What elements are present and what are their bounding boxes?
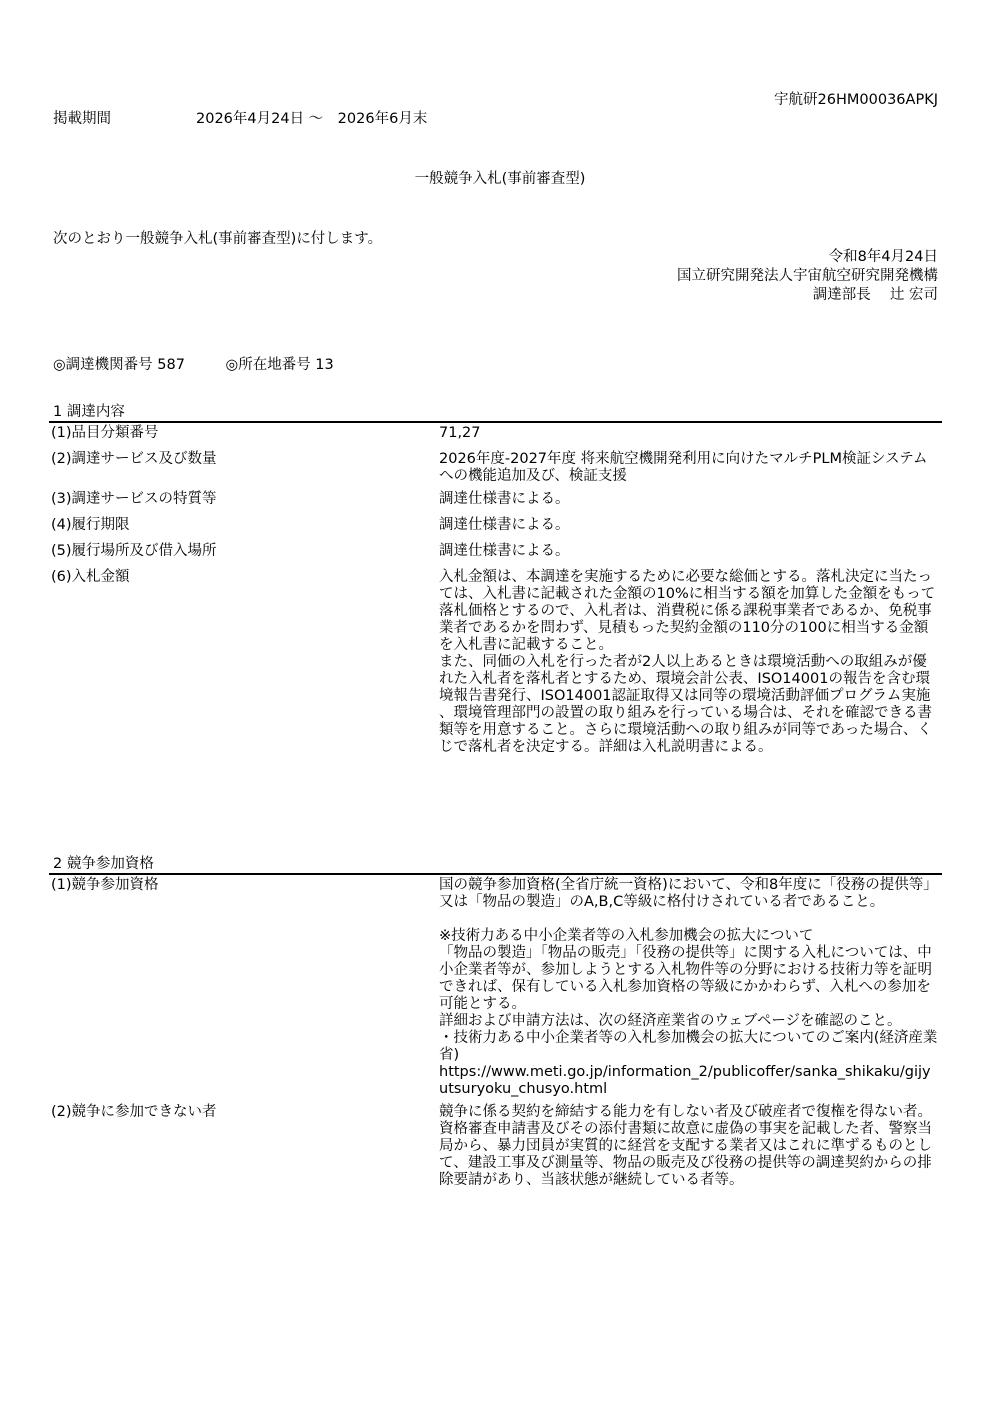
row-value-paragraph: また、同価の入札を行った者が2人以上あるときは環境活動への取組みが優れた入札者を落札者とするため、環境会計公表、ISO14001の報告を含む環境報告書発行、ISO14001認証取得又は同等の環境活動評価プログラム実施、環境管理部門の設置の取り組みを行っている場合は、それを確認できる書類等を用意すること。さらに環境活動への取り組みが同等であった場合、くじで落札者を決定する。詳細は入札説明書による。 xyxy=(439,654,932,755)
agency-code: ◎調達機関番号 587 xyxy=(53,357,185,373)
row-value xyxy=(439,543,939,560)
section-2-rule xyxy=(49,873,942,875)
row-value xyxy=(439,1104,939,1189)
section-1-rule xyxy=(49,421,942,423)
row-value-paragraph: 入札金額は、本調達を実施するために必要な総価とする。落札決定に当たっては、入札書に記載された金額の10%に相当する額を加算した金額をもって落札価格とするので、入札者は、消費税に係る課税事業者であるか、免税事業者であるかを問わず、見積もった契約金額の110分の100に相当する金額を入札書に記載すること。 xyxy=(439,569,936,653)
location-code: ◎所在地番号 13 xyxy=(225,357,334,373)
issuer-official: 調達部長 辻 宏司 xyxy=(812,287,938,303)
issuer-organization: 国立研究開発法人宇宙航空研究開発機構 xyxy=(677,268,938,284)
table-row xyxy=(49,491,942,508)
row-value xyxy=(439,451,939,485)
row-label: (4)履行期限 xyxy=(51,517,130,533)
issue-date: 令和8年4月24日 xyxy=(828,249,938,265)
table-row xyxy=(49,877,942,1098)
table-row xyxy=(49,1104,942,1189)
row-label: (6)入札金額 xyxy=(51,569,130,585)
row-label: (1)競争参加資格 xyxy=(51,877,159,893)
intro-text: 次のとおり一般競争入札(事前審査型)に付します。 xyxy=(53,231,383,247)
row-value-paragraph: 競争に係る契約を締結する能力を有しない者及び破産者で復権を得ない者。資格審査申請書及びその添付書類に故意に虚偽の事実を記載した者、警察当局から、暴力団員が実質的に経営を支配する業者又はこれに準ずるものとして、建設工事及び測量等、物品の販売及び役務の提供等の調達契約からの排除要請があり、当該状態が継続している者等。 xyxy=(439,1104,932,1188)
posting-period-label: 掲載期間 xyxy=(53,111,111,127)
row-label: (2)調達サービス及び数量 xyxy=(51,451,217,467)
row-value xyxy=(439,491,939,508)
row-value xyxy=(439,877,939,1098)
row-value-paragraph xyxy=(439,911,939,928)
issuer-block xyxy=(677,248,938,305)
row-value xyxy=(439,425,939,442)
row-value-paragraph: 「物品の製造」「物品の販売」「役務の提供等」に関する入札については、中小企業者等が、参加しようとする入札物件等の分野における技術力等を証明できれば、保有している入札参加資格の等級にかかわらず、入札への参加を可能とする。 xyxy=(439,945,932,1012)
section-2-title: 2 競争参加資格 xyxy=(53,856,154,872)
row-value-paragraph: 2026年度-2027年度 将来航空機開発利用に向けたマルチPLM検証システムへの機能追加及び、検証支援 xyxy=(439,451,928,484)
table-row xyxy=(49,425,942,442)
codes-line xyxy=(53,357,370,374)
row-value xyxy=(439,517,939,534)
row-value-paragraph: 調達仕様書による。 xyxy=(439,491,570,507)
table-row xyxy=(49,517,942,534)
row-value-paragraph: 調達仕様書による。 xyxy=(439,543,570,559)
section-1-title: 1 調達内容 xyxy=(53,404,125,420)
reference-number: 宇航研26HM00036APKJ xyxy=(774,92,938,108)
row-value-paragraph: 詳細および申請方法は、次の経済産業省のウェブページを確認のこと。 xyxy=(439,1013,902,1029)
table-row xyxy=(49,451,942,485)
row-value-paragraph: 71,27 xyxy=(439,425,481,441)
row-value-paragraph: ・技術力ある中小企業者等の入札参加機会の拡大についてのご案内(経済産業省) xyxy=(439,1030,938,1063)
row-value xyxy=(439,569,939,756)
section-1-table xyxy=(49,425,942,756)
row-label: (1)品目分類番号 xyxy=(51,425,159,441)
row-value-paragraph: 調達仕様書による。 xyxy=(439,517,570,533)
section-2-table xyxy=(49,877,942,1189)
row-value-paragraph: ※技術力ある中小企業者等の入札参加機会の拡大について xyxy=(439,928,814,944)
row-label: (5)履行場所及び借入場所 xyxy=(51,543,217,559)
posting-period-value: 2026年4月24日 ～ 2026年6月末 xyxy=(196,111,428,127)
row-value-paragraph: 国の競争参加資格(全省庁統一資格)において、令和8年度に「役務の提供等」又は「物品の製造」のA,B,C等級に格付けされている者であること。 xyxy=(439,877,938,910)
document-title: 一般競争入札(事前審査型) xyxy=(414,171,586,187)
table-row xyxy=(49,543,942,560)
row-value-paragraph: https://www.meti.go.jp/information_2/publicoffer/sanka_shikaku/gijyutsuryoku_chusyo.html xyxy=(439,1064,931,1097)
table-row xyxy=(49,569,942,756)
row-label: (3)調達サービスの特質等 xyxy=(51,491,217,507)
row-label: (2)競争に参加できない者 xyxy=(51,1104,217,1120)
